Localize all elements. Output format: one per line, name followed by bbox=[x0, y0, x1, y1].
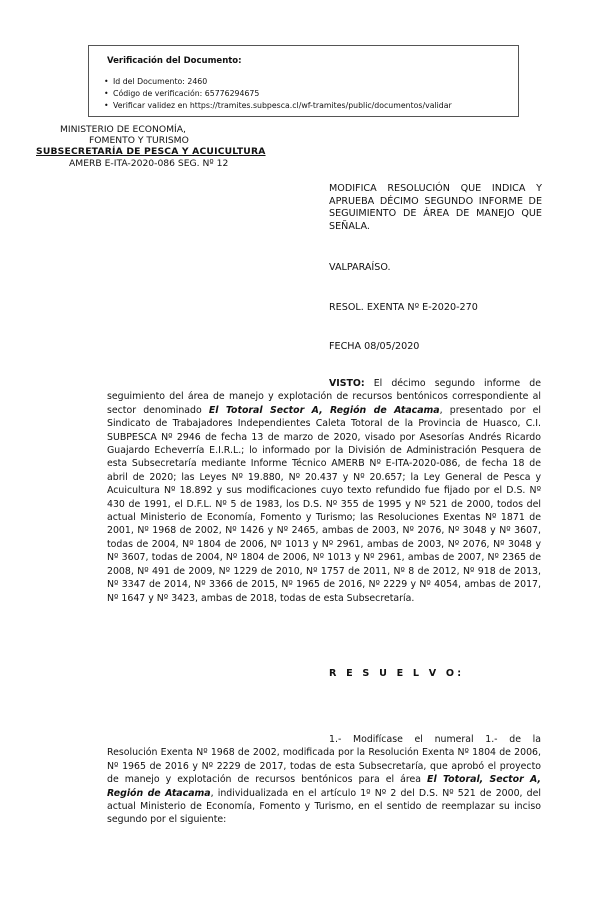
resolution-number: RESOL. EXENTA Nº E-2020-270 bbox=[329, 302, 478, 313]
visto-paragraph: VISTO: El décimo segundo informe de seguimiento del área de manejo y explotación de recursos bentónicos correspondiente al sector denominado El Totoral Sector A, Región de Atacama, presentado por el Sindicato de Trabajadores Independientes Caleta Totoral de la Provincia de Huasco, C.I. SUBPESCA Nº 2946 de fecha 13 de marzo de 2020, visado por Asesorías Andrés Ricardo Guajardo Echeverría E.I.R.L.; lo informado por la División de Administración Pesquera de esta Subsecretaría mediante Informe Técnico AMERB Nº E-ITA-2020-086, de fecha 18 de abril de 2020; las Leyes Nº 19.880, Nº 20.437 y Nº 20.657; la Ley General de Pesca y Acuicultura Nº 18.892 y sus modificaciones cuyo texto refundido fue fijado por el D.S. Nº 430 de 1991, el D.F.L. Nº 5 de 1983, los D.S. Nº 355 de 1995 y Nº 521 de 2000, todos del actual Ministerio de Economía, Fomento y Turismo; las Resoluciones Exentas Nº 1871 de 2001, Nº 1968 de 2002, Nº 1426 y Nº 2465, ambas de 2003, Nº 2076, Nº 3048 y Nº 3607, todas de 2004, Nº 1804 de 2006, Nº 1013 y Nº 2961, ambas de 2003, Nº 2076, Nº 3048 y Nº 3607, todas de 2004, Nº 1804 de 2006, Nº 1013 y Nº 2961, ambas de 2007, Nº 2365 de 2008, Nº 491 de 2009, Nº 1229 de 2010, Nº 1757 de 2011, Nº 8 de 2012, Nº 918 de 2013, Nº 3347 de 2014, Nº 3366 de 2015, Nº 1965 de 2016, Nº 2229 y Nº 4054, ambas de 2017, Nº 1647 y Nº 3423, ambas de 2018, todas de esta Subsecretaría. bbox=[107, 378, 541, 604]
ministry-line-2: FOMENTO Y TURISMO bbox=[89, 135, 189, 146]
list-item: • Id del Documento: 2460 bbox=[104, 77, 208, 86]
subsecretaria-title: SUBSECRETARÍA DE PESCA Y ACUICULTURA bbox=[36, 146, 266, 157]
resolution-summary: MODIFICA RESOLUCIÓN QUE INDICA Y APRUEBA DÉCIMO SEGUNDO INFORME DE SEGUIMIENTO DE ÁREA DE MANEJO QUE SEÑALA. bbox=[329, 183, 542, 232]
place: VALPARAÍSO. bbox=[329, 262, 391, 273]
visto-label: VISTO: bbox=[329, 378, 365, 389]
verification-title: Verificación del Documento: bbox=[107, 56, 242, 66]
area-name: El Totoral, Sector A, Región de Atacama bbox=[107, 774, 541, 799]
ministry-line-1: MINISTERIO DE ECONOMÍA, bbox=[60, 124, 186, 135]
resuelvo-heading: R E S U E L V O: bbox=[329, 668, 465, 679]
resolution-date: FECHA 08/05/2020 bbox=[329, 341, 420, 352]
area-name: El Totoral Sector A, Región de Atacama bbox=[208, 404, 440, 416]
verification-box bbox=[88, 45, 519, 117]
list-item: • Verificar validez en https://tramites.subpesca.cl/wf-tramites/public/documentos/validar bbox=[104, 101, 452, 110]
bullet-icon: • bbox=[104, 89, 109, 98]
bullet-icon: • bbox=[104, 77, 109, 86]
verification-list bbox=[104, 76, 452, 112]
reference-number: AMERB E-ITA-2020-086 SEG. Nº 12 bbox=[69, 158, 229, 169]
point-1-paragraph: 1.- Modifícase el numeral 1.- de la Resolución Exenta Nº 1968 de 2002, modificada por la Resolución Exenta Nº 1804 de 2006, Nº 1965 de 2016 y Nº 2229 de 2017, todas de esta Subsecretaría, que aprobó el proyecto de manejo y explotación de recursos bentónicos para el área El Totoral, Sector A, Región de Atacama, individualizada en el artículo 1º Nº 2 del D.S. Nº 521 de 2000, del actual Ministerio de Economía, Fomento y Turismo, en el sentido de reemplazar su inciso segundo por el siguiente: bbox=[107, 734, 542, 826]
list-item: • Código de verificación: 65776294675 bbox=[104, 89, 260, 98]
bullet-icon: • bbox=[104, 101, 109, 110]
